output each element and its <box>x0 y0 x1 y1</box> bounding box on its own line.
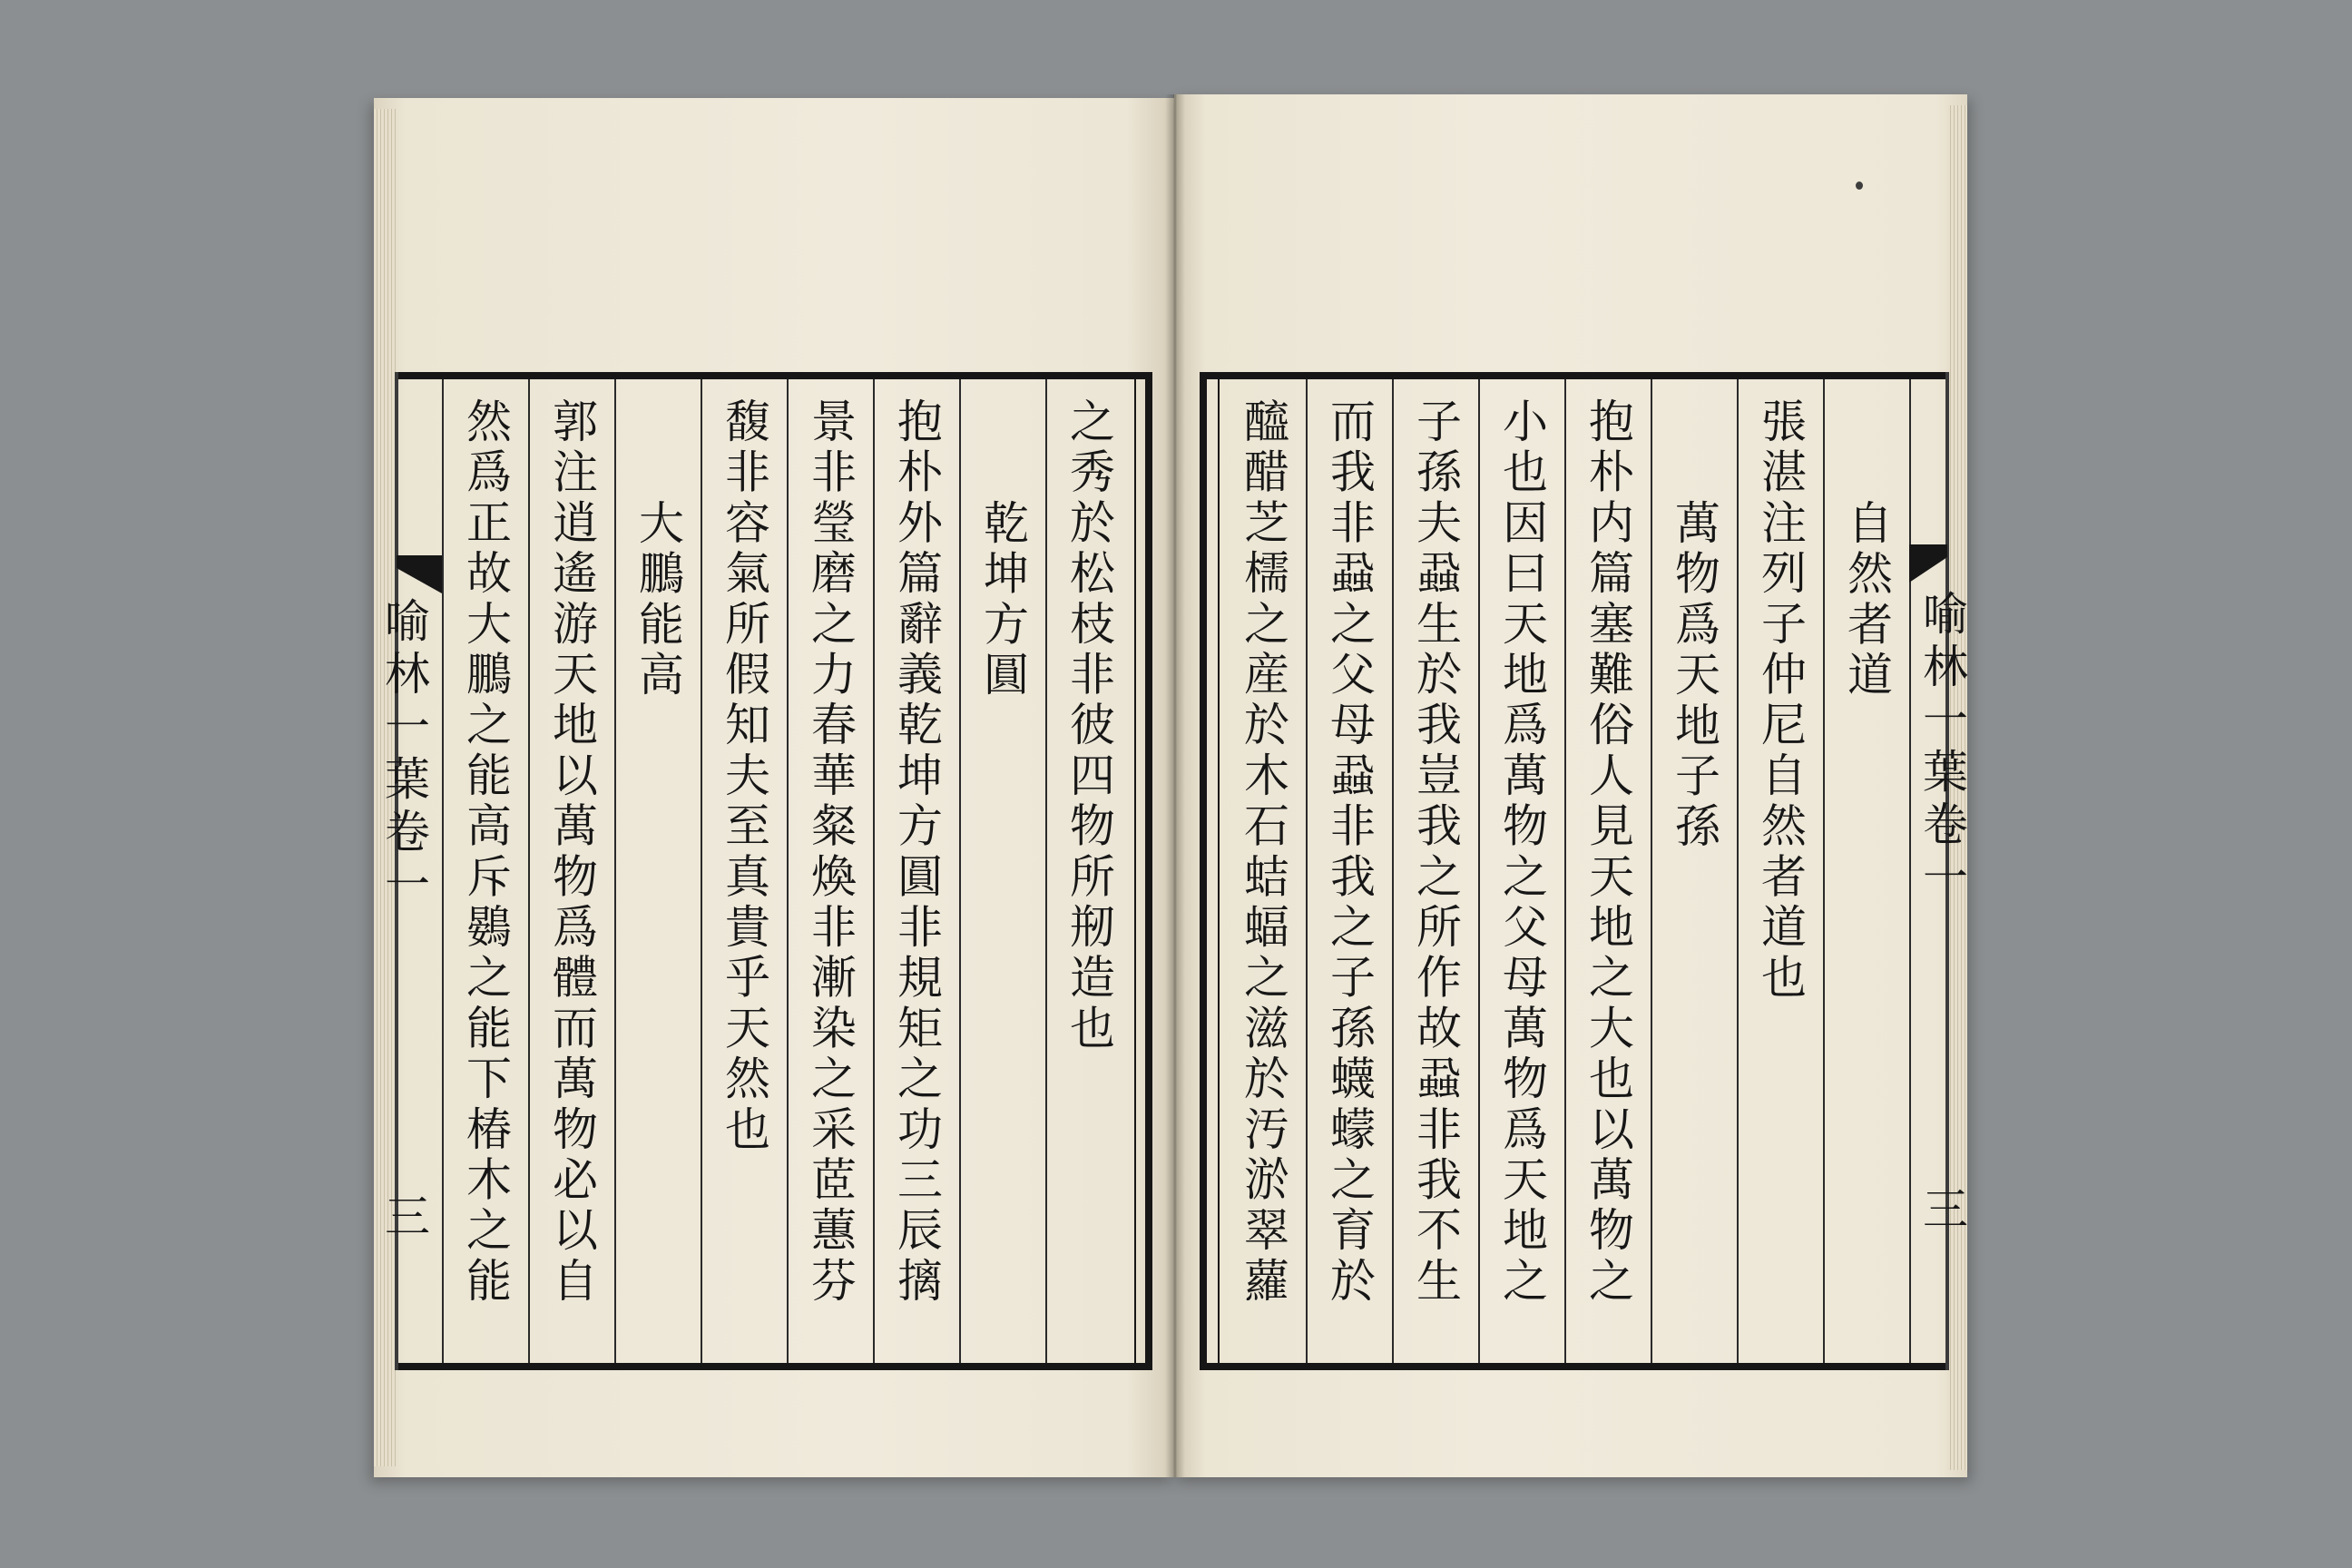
left-center-column-half <box>377 544 442 1252</box>
text-column: 抱朴内篇塞難俗人見天地之大也以萬物之 <box>1582 397 1634 1308</box>
left-frame-bottom-rule <box>395 1363 1152 1370</box>
right-center-column-half <box>1909 535 1968 1243</box>
text-column: 抱朴外篇辭義乾坤方圓非規矩之功三辰摛 <box>890 397 943 1308</box>
text-column: 小也因曰天地爲萬物之父母萬物爲天地之 <box>1495 397 1548 1308</box>
text-column: 而我非蝨之父母蝨非我之子孫蠛蠓之育於 <box>1323 397 1376 1308</box>
text-column: 馥非容氣所假知夫至真貴乎天然也 <box>718 397 770 1156</box>
right-frame-top-rule <box>1200 372 1949 379</box>
page-number: 三 <box>1916 1185 1968 1238</box>
entry-heading: 萬物爲天地子孫 <box>1668 499 1720 853</box>
column-divider <box>1478 379 1480 1363</box>
column-divider <box>1737 379 1739 1363</box>
center-column-divider <box>442 379 444 1363</box>
entry-heading: 自然者道 <box>1840 499 1893 701</box>
column-divider <box>1651 379 1652 1363</box>
column-divider <box>787 379 789 1363</box>
text-column: 張湛注列子仲尼自然者道也 <box>1754 397 1807 1004</box>
center-column-title: 喻林一葉卷一 <box>1916 590 1968 906</box>
column-divider <box>1564 379 1566 1363</box>
left-frame-outer-side-rule <box>1145 372 1152 1370</box>
column-divider <box>873 379 875 1363</box>
book-spine-crease <box>1165 94 1185 1477</box>
column-divider <box>701 379 702 1363</box>
text-column: 子孫夫蝨生於我豈我之所作故蝨非我不生 <box>1409 397 1462 1308</box>
left-frame-inner-side-rule <box>1134 379 1136 1363</box>
right-frame-bottom-rule <box>1200 1363 1949 1370</box>
fish-tail-ornament <box>397 555 442 595</box>
column-divider <box>1392 379 1394 1363</box>
fish-tail-ornament <box>1909 544 1947 584</box>
column-divider <box>1306 379 1308 1363</box>
right-frame-outer-side-rule <box>1200 372 1207 1370</box>
column-divider <box>1823 379 1825 1363</box>
text-column: 醯醋芝檽之産於木石蛣蝠之滋於汚淤翠蘿 <box>1237 397 1289 1308</box>
column-divider <box>528 379 530 1363</box>
right-frame-inner-side-rule <box>1218 379 1220 1363</box>
entry-heading: 大鵬能高 <box>632 499 684 701</box>
right-page <box>1174 94 1967 1477</box>
entry-heading: 乾坤方圓 <box>976 499 1029 701</box>
column-divider <box>959 379 961 1363</box>
center-column-title: 喻林一葉卷一 <box>377 597 430 913</box>
text-column: 景非瑩磨之力春華粲煥非漸染之采茝蕙芬 <box>804 397 857 1308</box>
text-column: 郭注逍遙游天地以萬物爲體而萬物必以自 <box>545 397 598 1308</box>
column-divider <box>1045 379 1047 1363</box>
text-column: 然爲正故大鵬之能高斥鷃之能下椿木之能 <box>459 397 512 1308</box>
ink-speck <box>1856 181 1863 190</box>
column-divider <box>614 379 616 1363</box>
left-frame-top-rule <box>395 372 1152 379</box>
page-number: 三 <box>377 1192 430 1245</box>
text-column: 之秀於松枝非彼四物所剏造也 <box>1063 397 1115 1055</box>
